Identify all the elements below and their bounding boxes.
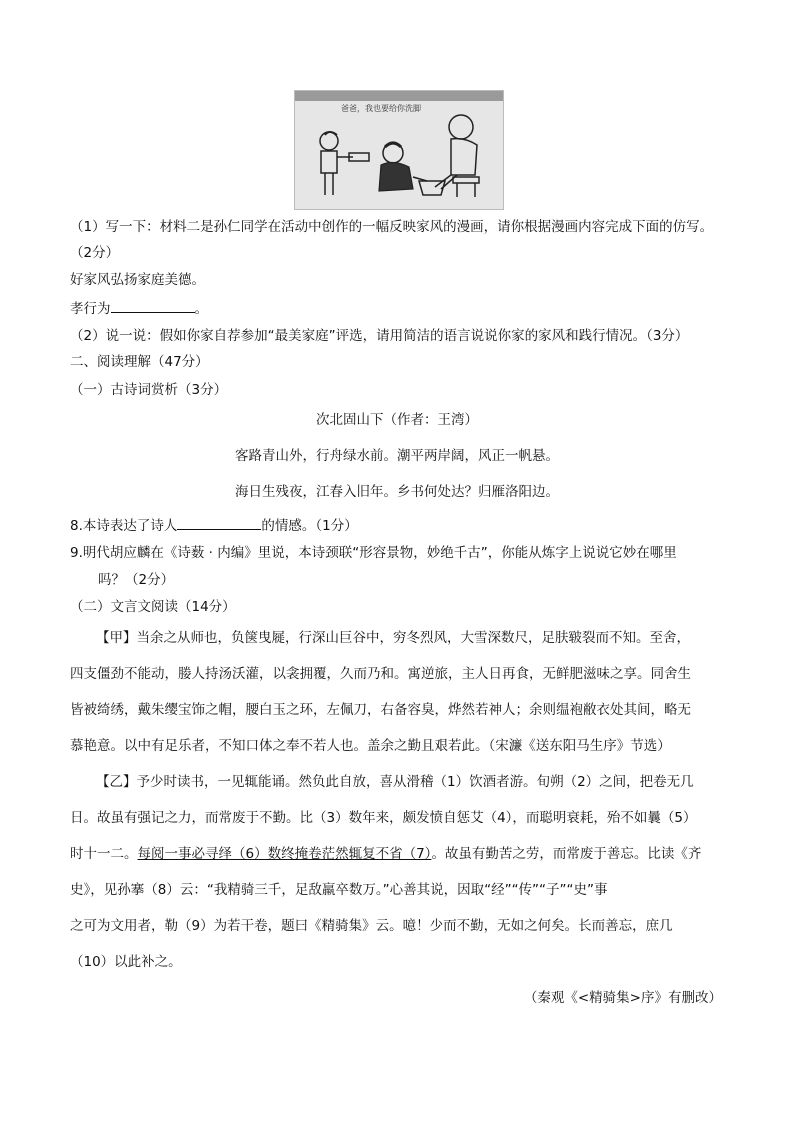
yi-line-2: 日。故虽有强记之力，而常废于不勤。比（3）数年来，颇发愤自惩艾（4），而聪明衰耗，殆不如曩（5） (70, 810, 697, 826)
yi-line-3-post: 。故虽有勤苦之劳，而常废于善忘。比读《齐 (431, 846, 702, 862)
filial-label: 孝行为 (70, 301, 111, 317)
good-family-line: 好家风弘扬家庭美德。 (70, 272, 205, 288)
yi-underlined-sentence: 每阅一事必寻绎（6）数终掩卷茫然辄复不省（7） (137, 846, 432, 862)
yi-line-3 (70, 844, 701, 864)
yi-line-3-pre: 时十一二。 (70, 846, 138, 862)
cartoon-image (294, 90, 504, 210)
yi-line-5: 之可为文用者，勒（9）为若干卷，题曰《精骑集》云。噫！少而不勤，无如之何矣。长而善忘，庶几 (70, 918, 673, 934)
cartoon-caption: 爸爸，我也要给你洗脚 (341, 104, 421, 113)
section-2-heading: 二、阅读理解（47分） (70, 354, 209, 370)
question-8-blank[interactable] (177, 515, 261, 530)
question-2: （2）说一说：假如你家自荐参加“最美家庭”评选，请用简洁的语言说说你家的家风和践行情况。（3分） (70, 328, 689, 344)
poem-line-1: 客路青山外，行舟绿水前。潮平两岸阔，风正一帆悬。 (235, 448, 559, 464)
question-8-before: 8.本诗表达了诗人 (70, 518, 178, 534)
jia-line-1: 【甲】当余之从师也，负箧曳屣，行深山巨谷中，穷冬烈风，大雪深数尺，足肤皲裂而不知。至舍， (96, 630, 690, 646)
part-2-heading: （二）文言文阅读（14分） (70, 599, 236, 615)
filial-answer-blank[interactable] (111, 298, 195, 313)
jia-line-2: 四支僵劲不能动，媵人持汤沃灌，以衾拥覆，久而乃和。寓逆旅，主人日再食，无鲜肥滋味之享。同舍生 (70, 666, 691, 682)
poem-title: 次北固山下（作者：王湾） (316, 412, 478, 428)
filial-end: 。 (194, 301, 208, 317)
cartoon-drawing (295, 91, 503, 209)
poem-line-2: 海日生残夜，江春入旧年。乡书何处达？归雁洛阳边。 (235, 484, 559, 500)
question-8-after: 的情感。（1分） (261, 518, 358, 534)
question-1-score: （2分） (70, 245, 120, 261)
question-8 (70, 515, 358, 536)
part-1-heading: （一）古诗词赏析（3分） (70, 382, 228, 398)
jia-line-4: 慕艳意。以中有足乐者，不知口体之奉不若人也。盖余之勤且艰若此。（宋濂《送东阳马生序》节选） (70, 738, 671, 754)
yi-line-6: （10）以此补之。 (70, 954, 182, 970)
filial-line (70, 298, 208, 319)
question-1 (70, 217, 713, 237)
jia-line-3: 皆被绮绣，戴朱缨宝饰之帽，腰白玉之环，左佩刀，右备容臭，烨然若神人；余则缊袍敝衣处其间，略无 (70, 702, 691, 718)
question-9-line-1: 9.明代胡应麟在《诗薮 · 内编》里说，本诗颈联“形容景物，妙绝千古”，你能从炼字上说说它妙在哪里 (70, 545, 677, 561)
yi-line-4: 史》，见孙搴（8）云：“我精骑三千，足敌羸卒数万。”心善其说，因取“经”“传”“子”“史”事 (70, 882, 608, 898)
yi-source: （秦观《<精骑集>序》有删改） (523, 990, 722, 1006)
question-9-line-2: 吗？（2分） (98, 572, 175, 588)
yi-line-1: 【乙】予少时读书，一见辄能诵。然负此自放，喜从滑稽（1）饮酒者游。旬朔（2）之间，把卷无几 (96, 774, 694, 790)
question-1-text: （1）写一下：材料二是孙仁同学在活动中创作的一幅反映家风的漫画，请你根据漫画内容完成下面的仿写。 (70, 219, 714, 235)
